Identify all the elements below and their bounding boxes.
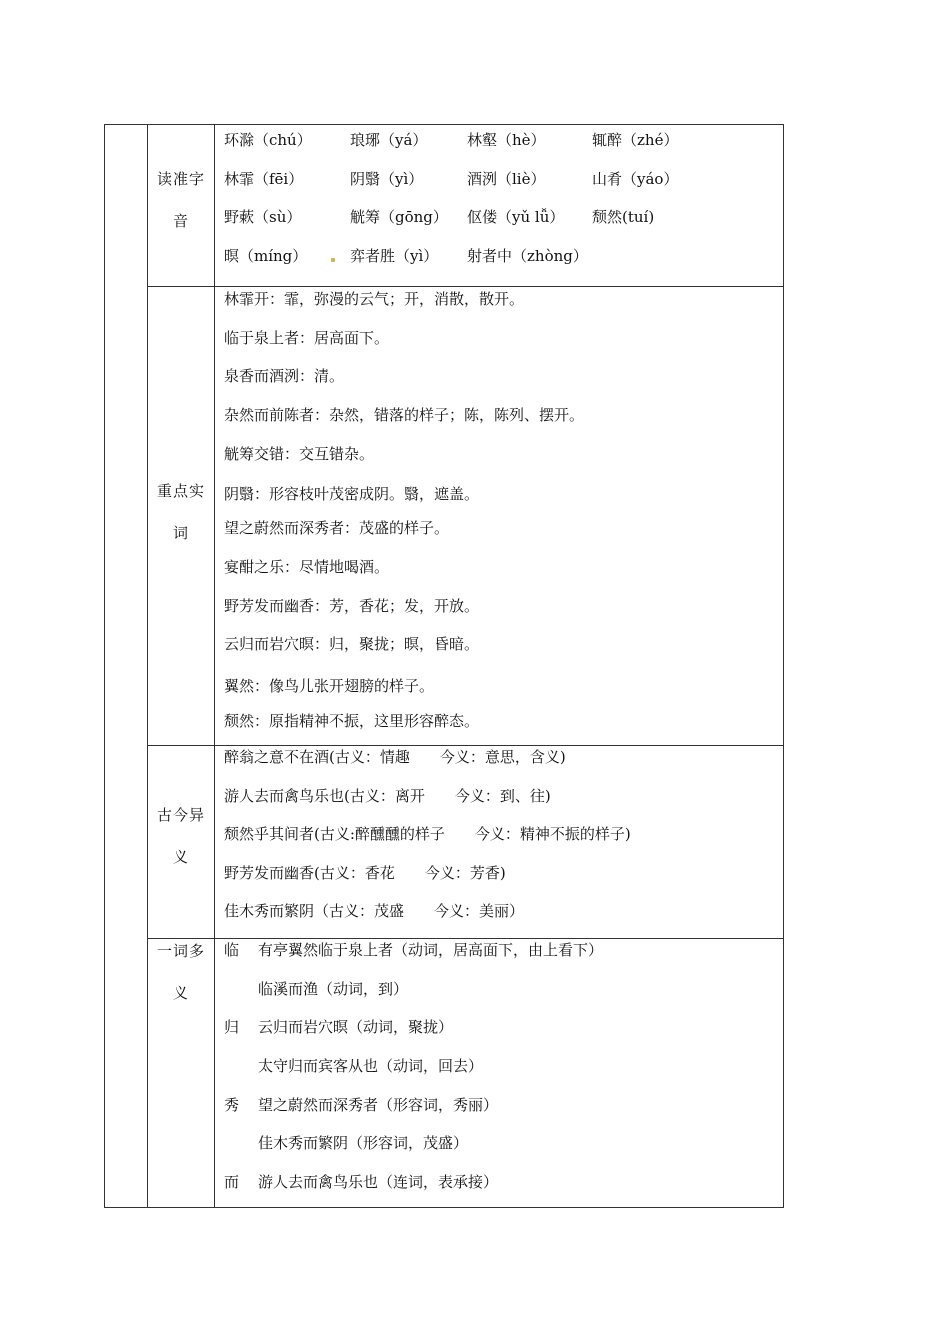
- key-word-line: 阴翳：形容枝叶茂密成阴。翳，遮盖。: [224, 485, 480, 503]
- label-line: 古今异: [156, 806, 205, 824]
- row-divider-3: [147, 938, 784, 939]
- pronunciation-item: 辄醉（zhé）: [592, 131, 679, 149]
- key-word-line: 翼然：像鸟儿张开翅膀的样子。: [224, 677, 435, 695]
- polysemy-text: 太守归而宾客从也（动词，回去）: [258, 1057, 484, 1075]
- label-line: 义: [172, 984, 189, 1002]
- section-label-polysemy: [148, 930, 214, 1014]
- polysemy-text: 有亭翼然临于泉上者（动词，居高面下，由上看下）: [258, 941, 604, 959]
- ancient-modern-line: 游人去而禽鸟乐也(古义：离开 今义：到、往): [224, 787, 551, 805]
- ancient-modern-line: 颓然乎其间者(古义:醉醺醺的样子 今义：精神不振的样子): [224, 825, 631, 843]
- polysemy-char: 临: [224, 941, 240, 959]
- key-word-line: 林霏开：霏，弥漫的云气；开，消散，散开。: [224, 290, 525, 308]
- pronunciation-item: 林霏（fēi）: [224, 170, 304, 188]
- key-word-line: 野芳发而幽香：芳，香花；发，开放。: [224, 597, 480, 615]
- polysemy-text: 佳木秀而繁阴（形容词，茂盛）: [258, 1134, 469, 1152]
- pronunciation-item: 琅琊（yá）: [350, 131, 428, 149]
- row-divider-1: [147, 286, 784, 287]
- pronunciation-item: 阴翳（yì）: [350, 170, 424, 188]
- section-label-key-words: [148, 470, 214, 554]
- key-word-line: 泉香而酒洌：清。: [224, 367, 345, 385]
- ancient-modern-line: 佳木秀而繁阴（古义：茂盛 今义：美丽）: [224, 902, 525, 920]
- key-word-line: 觥筹交错：交互错杂。: [224, 445, 375, 463]
- row-divider-2: [147, 745, 784, 746]
- key-word-line: 临于泉上者：居高面下。: [224, 329, 390, 347]
- pronunciation-item: 野蔌（sù）: [224, 208, 302, 226]
- label-line: 读准字: [156, 170, 205, 188]
- polysemy-text: 云归而岩穴暝（动词，聚拢）: [258, 1018, 454, 1036]
- pronunciation-item: 伛偻（yǔ lǚ）: [467, 208, 565, 226]
- pronunciation-item: 环滁（chú）: [224, 131, 312, 149]
- label-line: 义: [172, 848, 189, 866]
- stray-mark: [331, 258, 335, 262]
- ancient-modern-line: 野芳发而幽香(古义：香花 今义：芳香): [224, 864, 506, 882]
- polysemy-text: 望之蔚然而深秀者（形容词，秀丽）: [258, 1096, 499, 1114]
- polysemy-text: 临溪而渔（动词，到）: [258, 980, 409, 998]
- pronunciation-item: 林壑（hè）: [467, 131, 546, 149]
- section-label-pronunciation: [148, 158, 214, 242]
- key-word-line: 云归而岩穴暝：归，聚拢；暝，昏暗。: [224, 635, 480, 653]
- ancient-modern-line: 醉翁之意不在酒(古义：情趣 今义：意思，含义): [224, 748, 566, 766]
- polysemy-text: 游人去而禽鸟乐也（连词，表承接）: [258, 1173, 499, 1191]
- pronunciation-item: 山肴（yáo）: [592, 170, 679, 188]
- label-line: 音: [172, 212, 189, 230]
- key-word-line: 颓然：原指精神不振，这里形容醉态。: [224, 712, 480, 730]
- key-word-line: 杂然而前陈者：杂然，错落的样子；陈，陈列、摆开。: [224, 406, 585, 424]
- section-label-ancient-modern: [148, 794, 214, 878]
- pronunciation-item: 颓然(tuí): [592, 208, 655, 226]
- pronunciation-item: 暝（míng）: [224, 247, 308, 265]
- key-word-line: 望之蔚然而深秀者：茂盛的样子。: [224, 519, 450, 537]
- pronunciation-item: 射者中（zhòng）: [467, 247, 588, 265]
- label-line: 一词多: [156, 942, 205, 960]
- pronunciation-item: 觥筹（gōng）: [350, 208, 448, 226]
- label-line: 重点实: [156, 482, 205, 500]
- pronunciation-item: 弈者胜（yì）: [350, 247, 439, 265]
- pronunciation-item: 酒洌（liè）: [467, 170, 546, 188]
- polysemy-char: 秀: [224, 1096, 240, 1114]
- key-word-line: 宴酣之乐：尽情地喝酒。: [224, 558, 390, 576]
- polysemy-char: 而: [224, 1173, 240, 1191]
- polysemy-char: 归: [224, 1018, 240, 1036]
- label-line: 词: [172, 524, 189, 542]
